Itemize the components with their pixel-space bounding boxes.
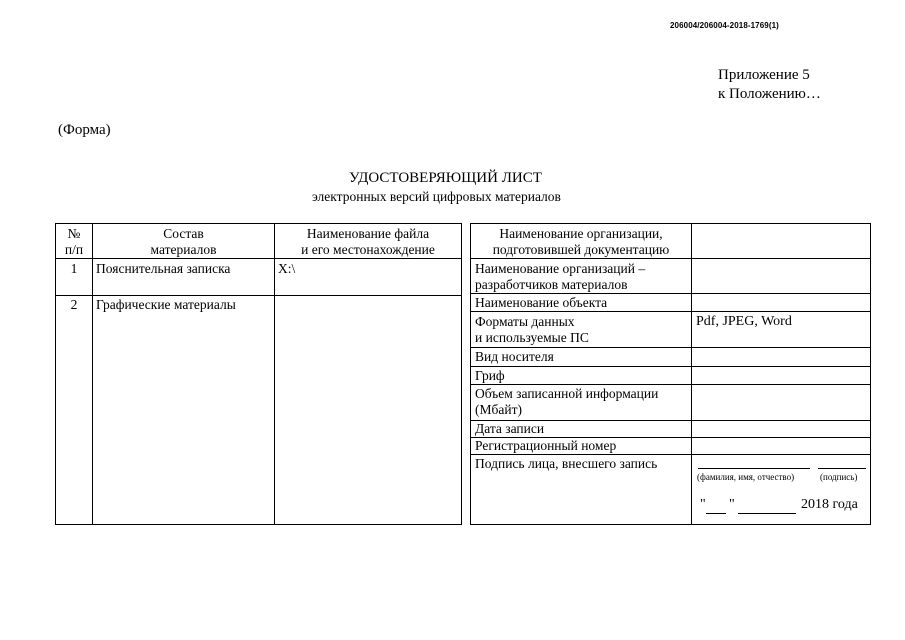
table-column-divider xyxy=(691,224,692,524)
document-title: УДОСТОВЕРЯЮЩИЙ ЛИСТ xyxy=(349,170,542,186)
table-row-divider xyxy=(56,258,461,259)
header-num: № п/п xyxy=(64,226,84,257)
day-blank-line xyxy=(706,513,726,514)
caption-full-name: (фамилия, имя, отчество) xyxy=(697,472,795,482)
label-registration-number: Регистрационный номер xyxy=(475,438,617,453)
label-media-type: Вид носителя xyxy=(475,349,554,364)
table-column-divider xyxy=(274,224,275,524)
caption-signature: (подпись) xyxy=(820,472,858,482)
label-record-date: Дата записи xyxy=(475,421,545,436)
value-data-formats: Pdf, JPEG, Word xyxy=(696,314,792,329)
row-1-file: X:\ xyxy=(278,261,296,276)
table-column-divider xyxy=(92,224,93,524)
row-2-num: 2 xyxy=(70,297,78,312)
table-row-divider xyxy=(471,384,870,385)
label-data-volume: Объем записанной информации (Мбайт) xyxy=(475,386,659,417)
row-1-num: 1 xyxy=(70,261,78,276)
label-developer-orgs: Наименование организаций – разработчиков материалов xyxy=(475,261,646,292)
label-data-formats: Форматы данных и используемые ПС xyxy=(475,314,589,345)
year-text: 2018 года xyxy=(801,497,858,512)
appendix-line-2: к Положению… xyxy=(718,86,821,102)
month-blank-line xyxy=(738,513,796,514)
header-file: Наименование файла и его местонахождение xyxy=(301,226,435,257)
table-row-divider xyxy=(471,366,870,367)
appendix-line-1: Приложение 5 xyxy=(718,67,810,83)
table-row-divider xyxy=(471,311,870,312)
document-id: 206004/206004-2018-1769(1) xyxy=(670,21,779,30)
row-1-composition: Пояснительная записка xyxy=(96,261,231,276)
table-row-divider xyxy=(471,293,870,294)
form-label: (Форма) xyxy=(58,122,111,138)
row-2-composition: Графические материалы xyxy=(96,297,236,312)
table-row-divider xyxy=(471,258,870,259)
table-row-divider xyxy=(56,295,461,296)
date-quote-open: " xyxy=(700,497,706,512)
label-signature: Подпись лица, внесшего запись xyxy=(475,456,658,471)
label-object-name: Наименование объекта xyxy=(475,295,608,310)
date-quote-close: " xyxy=(729,497,735,512)
table-row-divider xyxy=(471,347,870,348)
document-subtitle: электронных версий цифровых материалов xyxy=(312,189,561,204)
appendix-note xyxy=(718,66,821,104)
label-prepared-org: Наименование организации, подготовившей документацию xyxy=(492,226,670,257)
table-row-divider xyxy=(471,454,870,455)
header-composition: Состав материалов xyxy=(150,226,217,257)
label-classification: Гриф xyxy=(475,368,505,383)
materials-table xyxy=(55,223,462,525)
info-table xyxy=(470,223,871,525)
